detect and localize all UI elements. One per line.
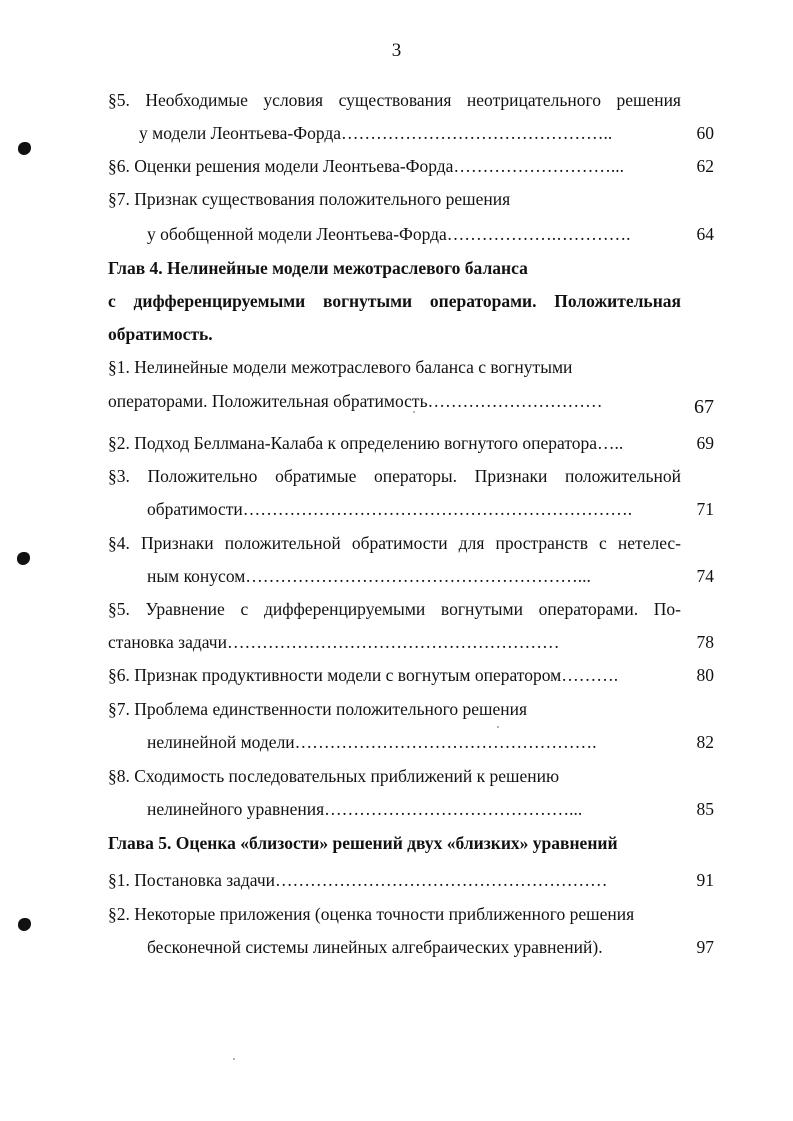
speck (233, 1058, 235, 1060)
toc-page-ref: 97 (696, 937, 714, 957)
toc-entry-line: §6. Оценки решения модели Леонтьева-Форда………………………... (108, 156, 625, 176)
toc-entry-line: нелинейного уравнения……………………………………... (147, 799, 583, 819)
toc-entry-line: §7. Признак существования положительного решения (108, 189, 511, 209)
toc-page-ref: 62 (696, 156, 714, 176)
chapter-heading: с дифференцируемыми вогнутыми операторами. Положительная (108, 291, 681, 311)
toc-page-ref: 74 (696, 566, 714, 586)
toc-entry-line: у обобщенной модели Леонтьева-Форда……………….…………. (147, 224, 631, 244)
toc-page-ref: 67 (694, 396, 714, 418)
toc-page-ref: 82 (696, 732, 714, 752)
punch-hole-mark (17, 552, 30, 565)
chapter-heading: Глава 5. Оценка «близости» решений двух «близких» уравнений (108, 833, 618, 853)
punch-hole-mark (18, 918, 31, 931)
speck (497, 726, 499, 728)
toc-entry-line: операторами. Положительная обратимость………………………… (108, 391, 603, 411)
toc-entry-line: бесконечной системы линейных алгебраических уравнений). (147, 937, 603, 957)
toc-page-ref: 78 (696, 632, 714, 652)
toc-entry-line: §5. Необходимые условия существования неотрицательного решения (108, 90, 681, 110)
page-number: 3 (391, 40, 402, 61)
toc-page-ref: 71 (696, 499, 714, 519)
toc-page-ref: 69 (696, 433, 714, 453)
toc-entry-line: §4. Признаки положительной обратимости для пространств с нетелес- (108, 533, 681, 553)
toc-entry-line: §1. Нелинейные модели межотраслевого баланса с вогнутыми (108, 357, 573, 377)
toc-page-ref: 80 (696, 665, 714, 685)
toc-entry-line: у модели Леонтьева-Форда……………………………………….. (139, 123, 613, 143)
toc-page-ref: 64 (696, 224, 714, 244)
toc-entry-line: §1. Постановка задачи………………………………………………… (108, 870, 608, 890)
toc-entry-line: нелинейной модели……………………………………………. (147, 732, 597, 752)
toc-entry-line: становка задачи………………………………………………… (108, 632, 560, 652)
toc-entry-line: §2. Подход Беллмана-Калаба к определению вогнутого оператора….. (108, 433, 624, 453)
chapter-heading: Глав 4. Нелинейные модели межотраслевого баланса (108, 258, 528, 278)
toc-entry-line: §3. Положительно обратимые операторы. Признаки положительной (108, 466, 681, 486)
toc-entry-line: §7. Проблема единственности положительного решения (108, 699, 528, 719)
toc-entry-line: §2. Некоторые приложения (оценка точности приближенного решения (108, 904, 635, 924)
toc-entry-line: §6. Признак продуктивности модели с вогнутым оператором………. (108, 665, 619, 685)
toc-page-ref: 91 (696, 870, 714, 890)
toc-page-ref: 85 (696, 799, 714, 819)
toc-entry-line: ным конусом…………………………………………………... (147, 566, 591, 586)
toc-entry-line: обратимости…………………………………………………………. (147, 499, 633, 519)
toc-entry-line: §5. Уравнение с дифференцируемыми вогнутыми операторами. По- (108, 599, 681, 619)
chapter-heading: обратимость. (108, 324, 213, 344)
toc-page-ref: 60 (696, 123, 714, 143)
toc-entry-line: §8. Сходимость последовательных приближений к решению (108, 766, 560, 786)
punch-hole-mark (18, 142, 31, 155)
